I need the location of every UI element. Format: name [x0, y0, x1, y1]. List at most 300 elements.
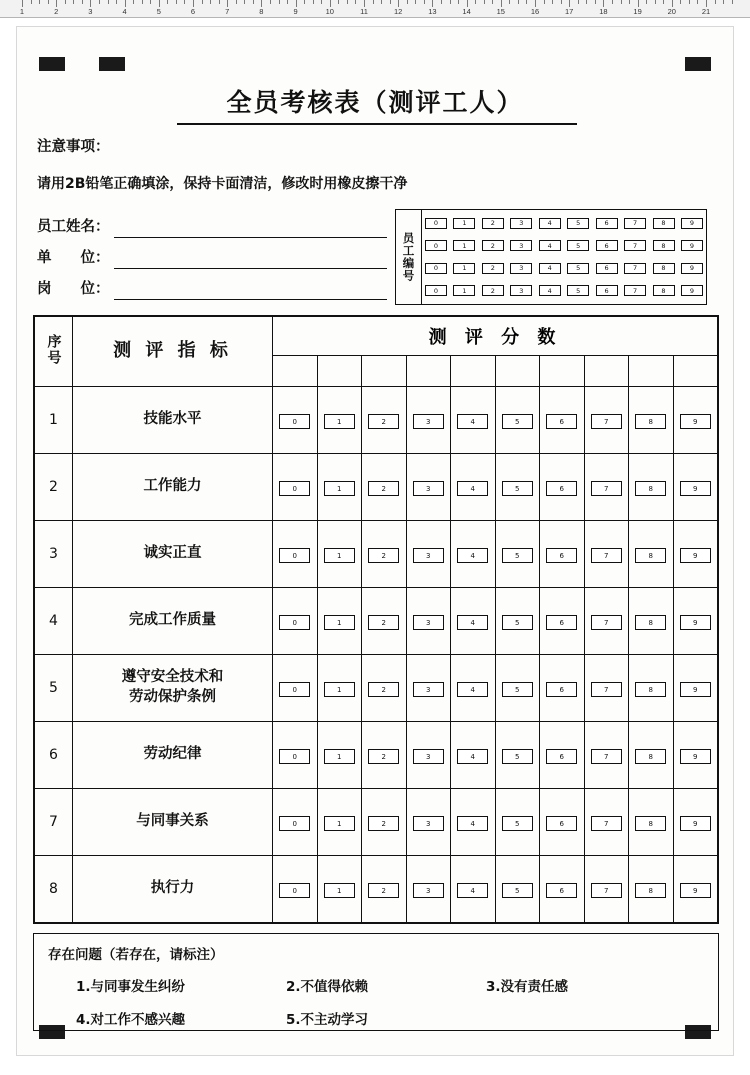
ruler-number: 18 — [599, 7, 608, 16]
employee-id-bubble[interactable]: 3 — [510, 240, 532, 251]
employee-id-bubble[interactable]: 3 — [510, 218, 532, 229]
score-cell — [406, 722, 451, 789]
score-bubble[interactable]: 0 — [279, 816, 310, 831]
employee-id-bubble[interactable]: 6 — [596, 218, 618, 229]
assessment-table-wrapper — [33, 315, 719, 924]
document-sheet — [16, 26, 734, 1056]
score-cell — [317, 454, 362, 521]
ruler-tick-major — [227, 0, 228, 7]
ruler-tick-minor — [270, 0, 271, 4]
ruler-tick-major — [638, 0, 639, 7]
score-cell — [584, 722, 629, 789]
score-cell — [584, 588, 629, 655]
score-cell — [584, 521, 629, 588]
score-cell — [673, 856, 718, 923]
score-bubble[interactable]: 2 — [368, 615, 399, 630]
score-cell — [673, 521, 718, 588]
ruler-tick-minor — [732, 0, 733, 4]
table-row — [35, 789, 718, 856]
employee-id-bubble[interactable]: 7 — [624, 240, 646, 251]
employee-id-bubble[interactable]: 6 — [596, 263, 618, 274]
problems-box — [33, 933, 719, 1031]
score-bubble[interactable]: 5 — [502, 615, 533, 630]
score-cell — [362, 655, 407, 722]
ruler-tick-minor — [287, 0, 288, 4]
table-row — [35, 387, 718, 454]
score-cell — [629, 588, 674, 655]
problem-item-3[interactable]: 3.没有责任感 — [486, 979, 569, 995]
ruler-tick-major — [22, 0, 23, 7]
ruler-tick-minor — [415, 0, 416, 4]
score-cell — [451, 387, 496, 454]
score-bubble[interactable]: 5 — [502, 414, 533, 429]
table-row — [35, 655, 718, 722]
score-bubble[interactable]: 6 — [546, 481, 577, 496]
ruler-tick-minor — [390, 0, 391, 4]
score-bubble[interactable]: 3 — [413, 615, 444, 630]
ruler-tick-major — [125, 0, 126, 7]
row-number-cell: 4 — [35, 588, 73, 655]
ruler-tick-major — [159, 0, 160, 7]
ruler-tick-minor — [244, 0, 245, 4]
score-cell — [673, 387, 718, 454]
ruler-tick-minor — [279, 0, 280, 4]
score-cell — [362, 454, 407, 521]
score-cell — [540, 387, 585, 454]
ruler-tick-minor — [458, 0, 459, 4]
employee-id-bubble[interactable]: 1 — [453, 263, 475, 274]
ruler-tick-major — [535, 0, 536, 7]
score-cell — [362, 521, 407, 588]
row-indicator-cell: 诚实正直 — [73, 521, 273, 588]
employee-id-bubble[interactable]: 5 — [567, 263, 589, 274]
employee-id-bubble[interactable]: 9 — [681, 285, 703, 296]
employee-id-bubble[interactable]: 5 — [567, 240, 589, 251]
score-bubble[interactable]: 9 — [680, 816, 711, 831]
employee-id-bubble[interactable]: 1 — [453, 218, 475, 229]
score-bubble[interactable]: 9 — [680, 883, 711, 898]
row-number-cell: 8 — [35, 856, 73, 923]
field-input-unit[interactable] — [114, 248, 388, 269]
ruler-tick-minor — [202, 0, 203, 4]
ruler-tick-minor — [509, 0, 510, 4]
row-indicator-cell: 工作能力 — [73, 454, 273, 521]
score-bubble[interactable]: 4 — [457, 682, 488, 697]
employee-id-bubble[interactable]: 0 — [425, 263, 447, 274]
employee-id-bubble[interactable]: 2 — [482, 240, 504, 251]
score-bubble[interactable]: 6 — [546, 414, 577, 429]
problem-item-2[interactable]: 2.不值得依赖 — [286, 979, 369, 995]
employee-id-bubble-row — [425, 285, 703, 296]
score-bubble[interactable]: 3 — [413, 682, 444, 697]
ruler-tick-minor — [373, 0, 374, 4]
score-cell — [584, 454, 629, 521]
score-bubble[interactable]: 7 — [591, 749, 622, 764]
problems-row-1 — [48, 975, 704, 995]
ruler-number: 21 — [701, 7, 711, 16]
ruler-tick-minor — [680, 0, 681, 4]
score-cell — [629, 454, 674, 521]
ruler-tick-minor — [663, 0, 664, 4]
score-cell — [451, 588, 496, 655]
ruler-tick-minor — [715, 0, 716, 4]
employee-id-bubble[interactable]: 1 — [453, 285, 475, 296]
ruler-tick-minor — [236, 0, 237, 4]
score-cell — [406, 655, 451, 722]
ruler-number: 20 — [667, 7, 676, 16]
ruler-number: 17 — [565, 7, 574, 16]
employee-id-bubble[interactable]: 9 — [681, 240, 703, 251]
score-bubble[interactable]: 8 — [635, 682, 666, 697]
score-bubble[interactable]: 5 — [502, 749, 533, 764]
score-cell — [362, 856, 407, 923]
score-cell — [273, 521, 318, 588]
score-bubble[interactable]: 5 — [502, 682, 533, 697]
notes-text: 请用2B铅笔正确填涂，保持卡面清洁，修改时用橡皮擦干净 — [37, 176, 408, 192]
employee-id-bubble[interactable]: 3 — [510, 263, 532, 274]
employee-id-bubble[interactable]: 0 — [425, 240, 447, 251]
ruler-tick-minor — [723, 0, 724, 4]
ruler-tick-major — [261, 0, 262, 7]
score-cell — [584, 655, 629, 722]
row-number-cell: 2 — [35, 454, 73, 521]
ruler-tick-minor — [347, 0, 348, 4]
score-cell — [273, 722, 318, 789]
score-bubble[interactable]: 2 — [368, 548, 399, 563]
score-bubble[interactable]: 5 — [502, 816, 533, 831]
score-bubble[interactable]: 0 — [279, 883, 310, 898]
ruler-tick-minor — [586, 0, 587, 4]
score-cell — [673, 588, 718, 655]
ruler-tick-minor — [629, 0, 630, 4]
employee-id-bubble[interactable]: 5 — [567, 285, 589, 296]
employee-id-bubble[interactable]: 0 — [425, 285, 447, 296]
employee-id-bubble[interactable]: 1 — [453, 240, 475, 251]
score-bubble[interactable]: 6 — [546, 749, 577, 764]
ruler-tick-minor — [150, 0, 151, 4]
employee-id-bubble[interactable]: 2 — [482, 263, 504, 274]
score-bubble[interactable]: 7 — [591, 816, 622, 831]
score-bubble[interactable]: 3 — [413, 414, 444, 429]
score-cell — [362, 789, 407, 856]
score-bubble[interactable]: 4 — [457, 414, 488, 429]
ruler-tick-major — [432, 0, 433, 7]
ruler-number: 6 — [190, 7, 196, 16]
score-bubble[interactable]: 9 — [680, 481, 711, 496]
employee-id-bubble-row — [425, 263, 703, 274]
score-bubble[interactable]: 8 — [635, 615, 666, 630]
ruler-tick-minor — [65, 0, 66, 4]
score-bubble[interactable]: 4 — [457, 615, 488, 630]
score-bubble[interactable]: 1 — [324, 749, 355, 764]
table-header-row — [35, 317, 718, 356]
score-cell — [673, 722, 718, 789]
field-row-post — [37, 269, 387, 300]
score-bubble[interactable]: 3 — [413, 481, 444, 496]
ruler-tick-minor — [116, 0, 117, 4]
score-bubble[interactable]: 4 — [457, 883, 488, 898]
score-cell — [451, 722, 496, 789]
ruler-tick-minor — [321, 0, 322, 4]
ruler-tick-minor — [621, 0, 622, 4]
employee-id-label-text: 员工编号 — [401, 232, 416, 282]
score-bubble[interactable]: 9 — [680, 548, 711, 563]
ruler-number: 10 — [325, 7, 334, 16]
field-input-post[interactable] — [114, 279, 388, 300]
ruler-tick-minor — [304, 0, 305, 4]
ruler-tick-minor — [612, 0, 613, 4]
ruler-number: 3 — [88, 7, 93, 16]
score-cell — [273, 454, 318, 521]
score-cell — [273, 789, 318, 856]
ruler-tick-minor — [441, 0, 442, 4]
ruler-number: 1 — [19, 7, 25, 16]
score-bubble[interactable]: 5 — [502, 883, 533, 898]
header-subcell-blank — [362, 356, 407, 387]
ruler-tick-minor — [338, 0, 339, 4]
field-row-unit — [37, 238, 387, 269]
score-bubble[interactable]: 8 — [635, 548, 666, 563]
horizontal-ruler[interactable] — [0, 0, 750, 18]
employee-id-bubble-row — [425, 240, 703, 251]
score-bubble[interactable]: 1 — [324, 883, 355, 898]
score-cell — [673, 454, 718, 521]
score-cell — [317, 856, 362, 923]
score-cell — [362, 387, 407, 454]
score-bubble[interactable]: 4 — [457, 816, 488, 831]
score-cell — [273, 856, 318, 923]
employee-id-bubble[interactable]: 8 — [653, 240, 675, 251]
score-cell — [362, 588, 407, 655]
ruler-number: 7 — [225, 7, 230, 16]
score-bubble[interactable]: 1 — [324, 414, 355, 429]
employee-id-bubble[interactable]: 6 — [596, 285, 618, 296]
score-cell — [629, 655, 674, 722]
score-cell — [451, 521, 496, 588]
score-bubble[interactable]: 0 — [279, 414, 310, 429]
score-bubble[interactable]: 7 — [591, 414, 622, 429]
ruler-tick-minor — [313, 0, 314, 4]
ruler-tick-minor — [73, 0, 74, 4]
ruler-tick-minor — [184, 0, 185, 4]
employee-id-bubble[interactable]: 7 — [624, 218, 646, 229]
score-cell — [673, 655, 718, 722]
employee-id-bubble[interactable]: 8 — [653, 218, 675, 229]
employee-id-bubble[interactable]: 7 — [624, 263, 646, 274]
score-cell — [495, 521, 540, 588]
header-subcell-blank — [406, 356, 451, 387]
score-cell — [317, 588, 362, 655]
problem-item-1[interactable]: 1.与同事发生纠纷 — [76, 979, 186, 995]
score-cell — [540, 521, 585, 588]
score-bubble[interactable]: 7 — [591, 682, 622, 697]
score-cell — [495, 856, 540, 923]
ruler-tick-minor — [689, 0, 690, 4]
field-label-post: 岗 位： — [37, 281, 110, 297]
score-bubble[interactable]: 6 — [546, 548, 577, 563]
header-cell-score: 测 评 分 数 — [273, 317, 718, 356]
score-bubble[interactable]: 0 — [279, 548, 310, 563]
score-bubble[interactable]: 2 — [368, 816, 399, 831]
table-row — [35, 521, 718, 588]
header-subcell-blank — [629, 356, 674, 387]
ruler-tick-minor — [142, 0, 143, 4]
ruler-tick-minor — [697, 0, 698, 4]
employee-id-bubble[interactable]: 6 — [596, 240, 618, 251]
score-bubble[interactable]: 1 — [324, 816, 355, 831]
score-bubble[interactable]: 6 — [546, 816, 577, 831]
score-bubble[interactable]: 7 — [591, 481, 622, 496]
score-bubble[interactable]: 2 — [368, 481, 399, 496]
score-bubble[interactable]: 2 — [368, 682, 399, 697]
ruler-tick-minor — [484, 0, 485, 4]
score-bubble[interactable]: 1 — [324, 548, 355, 563]
score-bubble[interactable]: 9 — [680, 749, 711, 764]
score-cell — [629, 521, 674, 588]
score-bubble[interactable]: 1 — [324, 682, 355, 697]
score-bubble[interactable]: 8 — [635, 481, 666, 496]
score-cell — [406, 387, 451, 454]
problem-item-4[interactable]: 4.对工作不感兴趣 — [76, 1012, 186, 1028]
score-bubble[interactable]: 2 — [368, 414, 399, 429]
row-indicator-cell: 与同事关系 — [73, 789, 273, 856]
employee-id-bubble[interactable]: 0 — [425, 218, 447, 229]
employee-id-bubble[interactable]: 9 — [681, 218, 703, 229]
score-bubble[interactable]: 4 — [457, 548, 488, 563]
employee-id-bubble[interactable]: 9 — [681, 263, 703, 274]
ruler-tick-minor — [655, 0, 656, 4]
employee-id-bubble[interactable]: 4 — [539, 263, 561, 274]
ruler-number: 14 — [462, 7, 471, 16]
ruler-tick-major — [56, 0, 57, 7]
ruler-number: 13 — [428, 7, 437, 16]
score-bubble[interactable]: 4 — [457, 481, 488, 496]
field-row-name — [37, 207, 387, 238]
score-bubble[interactable]: 0 — [279, 749, 310, 764]
employee-id-bubble[interactable]: 5 — [567, 218, 589, 229]
field-label-unit: 单 位： — [37, 250, 110, 266]
score-bubble[interactable]: 1 — [324, 481, 355, 496]
score-bubble[interactable]: 8 — [635, 749, 666, 764]
score-bubble[interactable]: 3 — [413, 883, 444, 898]
ruler-number: 4 — [122, 7, 127, 16]
score-bubble[interactable]: 3 — [413, 548, 444, 563]
field-input-name[interactable] — [114, 217, 388, 238]
notes-heading: 注意事项： — [37, 139, 110, 155]
header-subcell-blank — [540, 356, 585, 387]
score-bubble[interactable]: 3 — [413, 749, 444, 764]
ruler-tick-major — [672, 0, 673, 7]
score-bubble[interactable]: 7 — [591, 883, 622, 898]
score-bubble[interactable]: 6 — [546, 615, 577, 630]
table-row — [35, 856, 718, 923]
problem-item-5[interactable]: 5.不主动学习 — [286, 1012, 369, 1028]
score-bubble[interactable]: 5 — [502, 548, 533, 563]
row-indicator-cell: 劳动纪律 — [73, 722, 273, 789]
score-bubble[interactable]: 9 — [680, 682, 711, 697]
employee-id-bubble[interactable]: 2 — [482, 285, 504, 296]
score-cell — [317, 655, 362, 722]
ruler-tick-minor — [108, 0, 109, 4]
score-bubble[interactable]: 0 — [279, 682, 310, 697]
score-bubble[interactable]: 6 — [546, 682, 577, 697]
header-cell-indicator: 测 评 指 标 — [73, 317, 273, 387]
ruler-tick-minor — [253, 0, 254, 4]
ruler-tick-minor — [526, 0, 527, 4]
score-bubble[interactable]: 9 — [680, 414, 711, 429]
ruler-number: 15 — [496, 7, 505, 16]
header-subcell-blank — [273, 356, 318, 387]
row-number-cell: 3 — [35, 521, 73, 588]
score-bubble[interactable]: 9 — [680, 615, 711, 630]
ruler-tick-major — [706, 0, 707, 7]
ruler-tick-major — [90, 0, 91, 7]
ruler-tick-minor — [475, 0, 476, 4]
ruler-tick-minor — [381, 0, 382, 4]
ruler-tick-minor — [518, 0, 519, 4]
score-bubble[interactable]: 0 — [279, 615, 310, 630]
score-bubble[interactable]: 8 — [635, 414, 666, 429]
header-subcell-blank — [317, 356, 362, 387]
score-bubble[interactable]: 7 — [591, 548, 622, 563]
ruler-number: 11 — [360, 7, 368, 16]
header-subcell-blank — [584, 356, 629, 387]
score-bubble[interactable]: 0 — [279, 481, 310, 496]
page-title: 全员考核表（测评工人） — [226, 88, 524, 117]
ruler-tick-major — [193, 0, 194, 7]
score-cell — [451, 856, 496, 923]
employee-id-bubble[interactable]: 2 — [482, 218, 504, 229]
score-cell — [273, 655, 318, 722]
score-cell — [406, 789, 451, 856]
score-bubble[interactable]: 4 — [457, 749, 488, 764]
ruler-tick-major — [603, 0, 604, 7]
register-mark-top-left — [39, 57, 65, 71]
score-cell — [629, 789, 674, 856]
score-bubble[interactable]: 7 — [591, 615, 622, 630]
employee-id-bubble[interactable]: 4 — [539, 285, 561, 296]
ruler-tick-major — [364, 0, 365, 7]
score-bubble[interactable]: 8 — [635, 883, 666, 898]
employee-id-bubble[interactable]: 4 — [539, 218, 561, 229]
score-bubble[interactable]: 1 — [324, 615, 355, 630]
ruler-number: 5 — [156, 7, 161, 16]
employee-id-bubble[interactable]: 3 — [510, 285, 532, 296]
score-bubble[interactable]: 8 — [635, 816, 666, 831]
employee-id-bubble[interactable]: 4 — [539, 240, 561, 251]
score-bubble[interactable]: 2 — [368, 749, 399, 764]
score-bubble[interactable]: 3 — [413, 816, 444, 831]
ruler-tick-minor — [544, 0, 545, 4]
score-bubble[interactable]: 6 — [546, 883, 577, 898]
score-cell — [540, 789, 585, 856]
score-cell — [406, 588, 451, 655]
ruler-tick-major — [501, 0, 502, 7]
score-cell — [317, 387, 362, 454]
ruler-tick-minor — [578, 0, 579, 4]
employee-id-bubble[interactable]: 8 — [653, 263, 675, 274]
ruler-tick-minor — [82, 0, 83, 4]
ruler-number: 19 — [633, 7, 642, 16]
employee-id-bubble[interactable]: 8 — [653, 285, 675, 296]
employee-id-bubble[interactable]: 7 — [624, 285, 646, 296]
ruler-tick-minor — [99, 0, 100, 4]
score-bubble[interactable]: 2 — [368, 883, 399, 898]
score-bubble[interactable]: 5 — [502, 481, 533, 496]
header-subcell-blank — [495, 356, 540, 387]
field-label-name: 员工姓名： — [37, 219, 110, 235]
employee-id-bubble-rows — [422, 210, 706, 304]
